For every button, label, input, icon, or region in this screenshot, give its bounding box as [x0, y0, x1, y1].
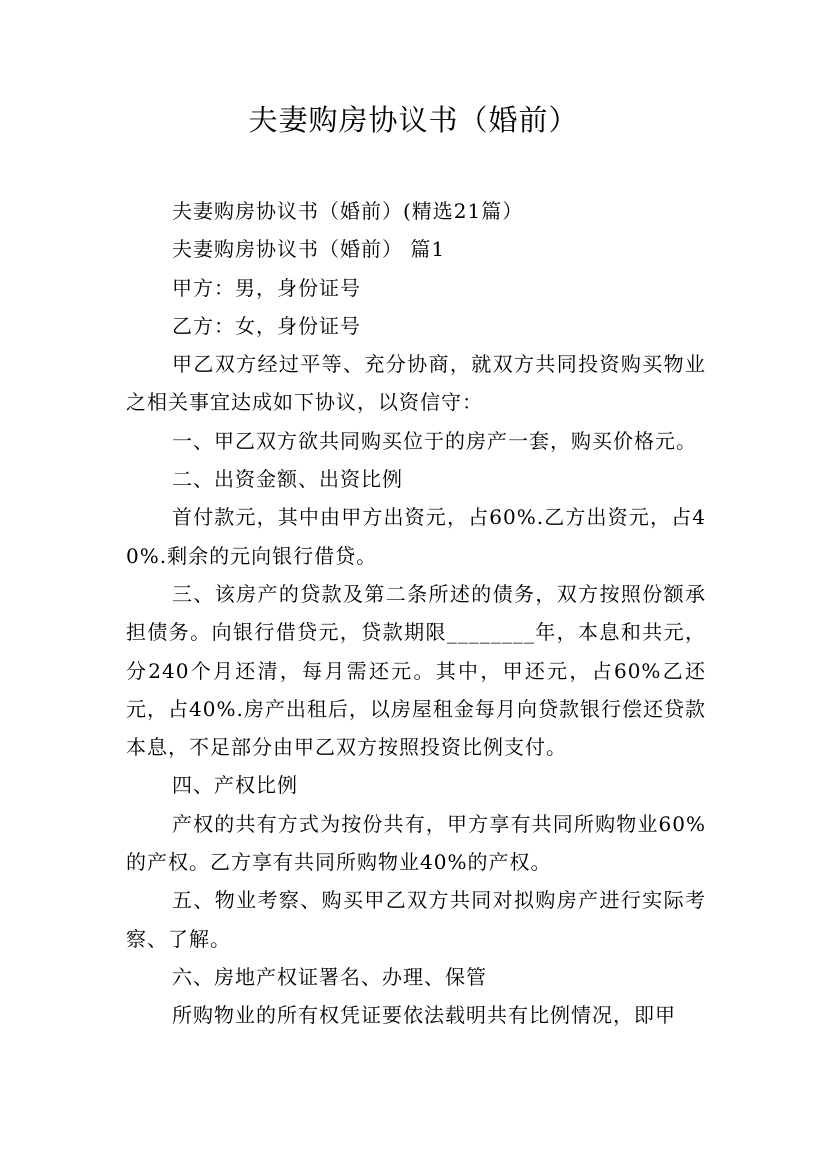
paragraph-section-heading: 夫妻购房协议书（婚前） 篇1: [172, 237, 446, 262]
paragraph-clause-3: 三、该房产的贷款及第二条所述的债务，双方按照份额承担债务。向银行借贷元，贷款期限________年，本息和共元，分240个月还清，每月需还元。其中，甲还元，占60%乙还元，占40%.房产出租后，以房屋租金每月向贷款银行偿还贷款本息，不足部分由甲乙双方按照投资比例支付。: [126, 581, 706, 760]
paragraph-clause-5: 五、物业考察、购买甲乙双方共同对拟购房产进行实际考察、了解。: [126, 888, 706, 951]
document-title: 夫妻购房协议书（婚前）: [248, 103, 579, 137]
paragraph-intro: 甲乙双方经过平等、充分协商，就双方共同投资购买物业之相关事宜达成如下协议，以资信守：: [126, 352, 706, 415]
paragraph-clause-2-body: 首付款元，其中由甲方出资元，占60%.乙方出资元，占40%.剩余的元向银行借贷。: [126, 505, 706, 568]
paragraph-clause-6-body: 所购物业的所有权凭证要依法载明共有比例情况，即甲: [172, 1003, 676, 1028]
paragraph-clause-4-heading: 四、产权比例: [172, 773, 298, 798]
paragraph-clause-2-heading: 二、出资金额、出资比例: [172, 467, 403, 492]
paragraph-clause-4-body: 产权的共有方式为按份共有，甲方享有共同所购物业60%的产权。乙方享有共同所购物业40%的产权。: [126, 811, 706, 875]
paragraph-party-b: 乙方：女，身份证号: [172, 313, 361, 338]
paragraph-subtitle: 夫妻购房协议书（婚前）(精选21篇）: [172, 199, 524, 223]
paragraph-clause-1: 一、甲乙双方欲共同购买位于的房产一套，购买价格元。: [172, 428, 697, 453]
paragraph-party-a: 甲方：男，身份证号: [172, 275, 361, 300]
document-body: [126, 192, 706, 1035]
paragraph-clause-6-heading: 六、房地产权证署名、办理、保管: [172, 964, 487, 989]
